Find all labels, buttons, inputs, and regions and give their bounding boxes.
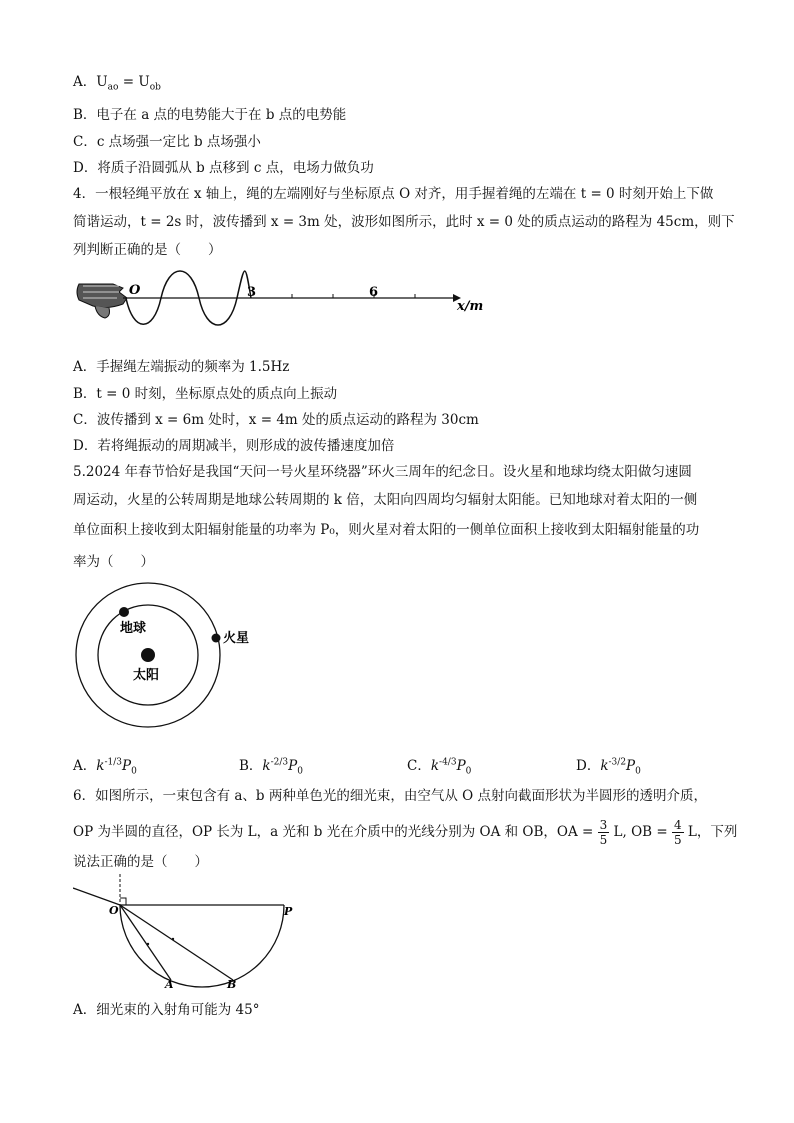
q6-stem-line-2: OP 为半圆的直径，OP 长为 L，a 光和 b 光在介质中的光线分别为 OA 和 OB，OA = $\frac{3}{5}$ L, OB = $\frac{4}{5}$ L，下列: [73, 818, 738, 847]
q5-stem-line-4: 率为（ ）: [73, 554, 154, 570]
label-p: P: [284, 905, 293, 918]
q4-stem-line-1: 4．一根轻绳平放在 x 轴上，绳的左端刚好与坐标原点 O 对齐，用手握着绳的左端在 t = 0 时刻开始上下做: [73, 186, 714, 202]
mars-icon: [212, 634, 221, 643]
sun-icon: [141, 648, 155, 662]
q3-option-b: B．电子在 a 点的电势能大于在 b 点的电势能: [73, 107, 347, 123]
q4-option-b: B．t = 0 时刻，坐标原点处的质点向上振动: [73, 386, 338, 402]
q5-options: [73, 754, 733, 780]
hand-icon: [77, 284, 127, 318]
label-a: A: [165, 978, 174, 991]
q5-stem-line-2: 周运动，火星的公转周期是地球公转周期的 k 倍，太阳向四周均匀辐射太阳能。已知地球对着太阳的一侧: [73, 492, 698, 508]
q3-option-a: A．$U_{ao} = U_{ob}$: [73, 74, 161, 93]
label-o: O: [109, 904, 119, 917]
q4-option-d: D．若将绳振动的周期减半，则形成的波传播速度加倍: [73, 438, 395, 454]
q3-option-c: C．c 点场强一定比 b 点场强小: [73, 134, 261, 150]
ray-oa: [120, 905, 171, 980]
q6-semicircle-figure: [73, 872, 303, 992]
earth-icon: [119, 607, 129, 617]
ob-fraction: $\frac{4}{5}$: [673, 818, 682, 847]
q5-option-c: C．$k^{-4/3}P_0$: [407, 757, 472, 777]
q5-stem-line-3: 单位面积上接收到太阳辐射能量的功率为 P₀，则火星对着太阳的一侧单位面积上接收到太阳辐射能量的功: [73, 522, 700, 538]
mars-label: 火星: [223, 631, 250, 646]
ray-ob: [120, 905, 233, 980]
q5-option-d: D．$k^{-3/2}P_0$: [576, 757, 641, 777]
q5-orbit-figure: [73, 582, 273, 732]
q5-option-b: B．$k^{-2/3}P_0$: [239, 757, 303, 777]
q4-wave-figure: [73, 262, 493, 342]
q5-stem-line-1: 5.2024 年春节恰好是我国“天问一号火星环绕器”环火三周年的纪念日。设火星和地球均绕太阳做匀速圆: [73, 464, 692, 480]
semicircle: [120, 905, 284, 987]
q6-stem-line-3: 说法正确的是（ ）: [73, 854, 208, 870]
oa-fraction: $\frac{3}{5}$: [599, 818, 608, 847]
incident-ray: [73, 888, 120, 905]
q3-option-d: D．将质子沿圆弧从 b 点移到 c 点，电场力做负功: [73, 160, 374, 176]
q6-stem-line-1: 6．如图所示，一束包含有 a、b 两种单色光的细光束，由空气从 O 点射向截面形状为半圆形的透明介质，: [73, 788, 708, 804]
q5-option-a: A．$k^{-1/3}P_0$: [73, 757, 137, 777]
q4-stem-line-3: 列判断正确的是（ ）: [73, 242, 222, 258]
q4-stem-line-2: 简谐运动，t = 2s 时，波传播到 x = 3m 处，波形如图所示，此时 x = 0 处的质点运动的路程为 45cm，则下: [73, 214, 735, 230]
tick-label-3: 3: [247, 285, 257, 300]
tick-label-6: 6: [369, 285, 379, 300]
origin-label: O: [129, 283, 141, 298]
q4-option-a: A．手握绳左端振动的频率为 1.5Hz: [73, 359, 290, 375]
sun-label: 太阳: [133, 668, 160, 683]
q4-option-c: C．波传播到 x = 6m 处时，x = 4m 处的质点运动的路程为 30cm: [73, 412, 479, 428]
earth-label: 地球: [120, 621, 147, 636]
q6-option-a: A．细光束的入射角可能为 45°: [73, 1002, 260, 1018]
axis-label: x/m: [457, 299, 484, 314]
label-b: B: [227, 978, 237, 991]
